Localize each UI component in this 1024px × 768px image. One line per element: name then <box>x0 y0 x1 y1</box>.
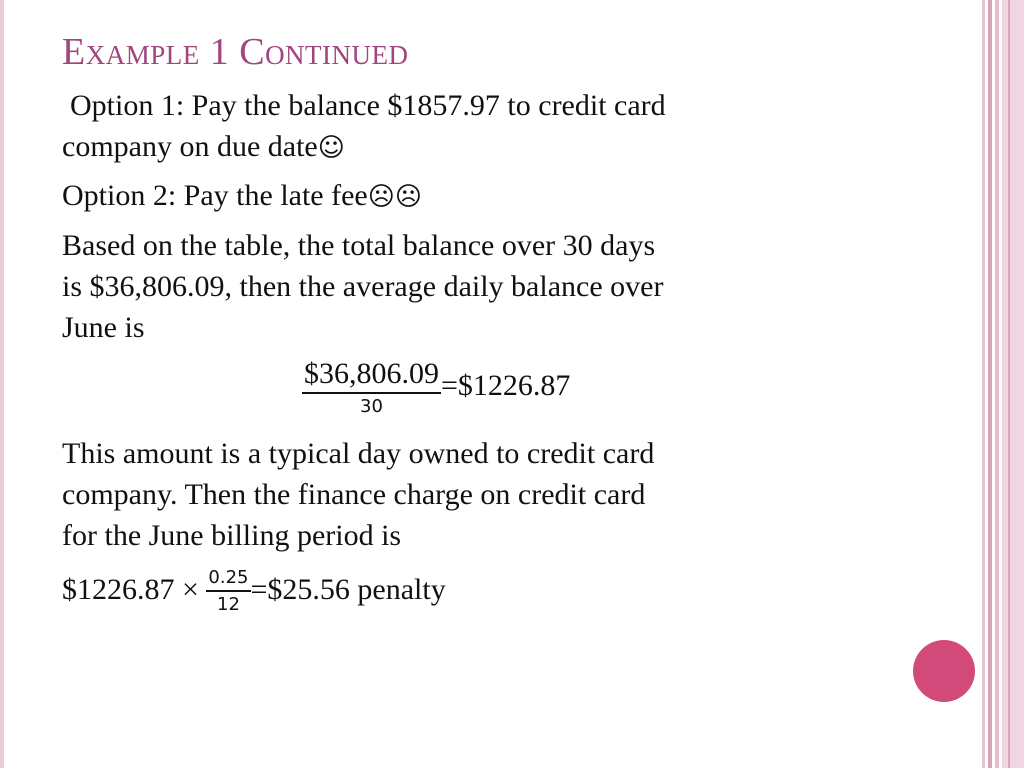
finance-lead: $1226.87 × <box>62 572 199 606</box>
finance-formula <box>62 566 446 618</box>
option2-line <box>62 175 422 218</box>
option2-text: Option 2: Pay the late fee <box>62 179 368 212</box>
finance-fraction <box>206 566 250 618</box>
average-formula <box>302 356 570 420</box>
finance-numerator: 0.25 <box>206 566 250 592</box>
frown-icons: ☹☹ <box>367 182 422 212</box>
based-line3: June is <box>62 311 145 344</box>
average-fraction <box>302 356 441 420</box>
average-result: =$1226.87 <box>441 368 571 402</box>
right-stripes-decoration <box>982 0 1024 768</box>
option1-line1: Option 1: Pay the balance $1857.97 to credit card <box>70 89 666 122</box>
option1-text: company on due date <box>62 130 318 163</box>
based-line1: Based on the table, the total balance over 30 days <box>62 229 656 262</box>
average-denominator: 30 <box>360 396 383 417</box>
left-border-decoration <box>0 0 4 768</box>
option1-line2 <box>62 126 345 169</box>
typical-line2: company. Then the finance charge on credit card <box>62 478 646 511</box>
average-numerator: $36,806.09 <box>302 356 441 394</box>
typical-line3: for the June billing period is <box>62 519 402 552</box>
accent-circle-decoration <box>913 640 975 702</box>
finance-denominator: 12 <box>217 594 240 615</box>
slide-title: Example 1 Continued <box>62 31 409 73</box>
smiley-icon: ☺ <box>317 133 345 163</box>
typical-line1: This amount is a typical day owned to credit card <box>62 437 655 470</box>
based-line2: is $36,806.09, then the average daily balance over <box>62 270 664 303</box>
finance-result: =$25.56 penalty <box>250 572 446 606</box>
